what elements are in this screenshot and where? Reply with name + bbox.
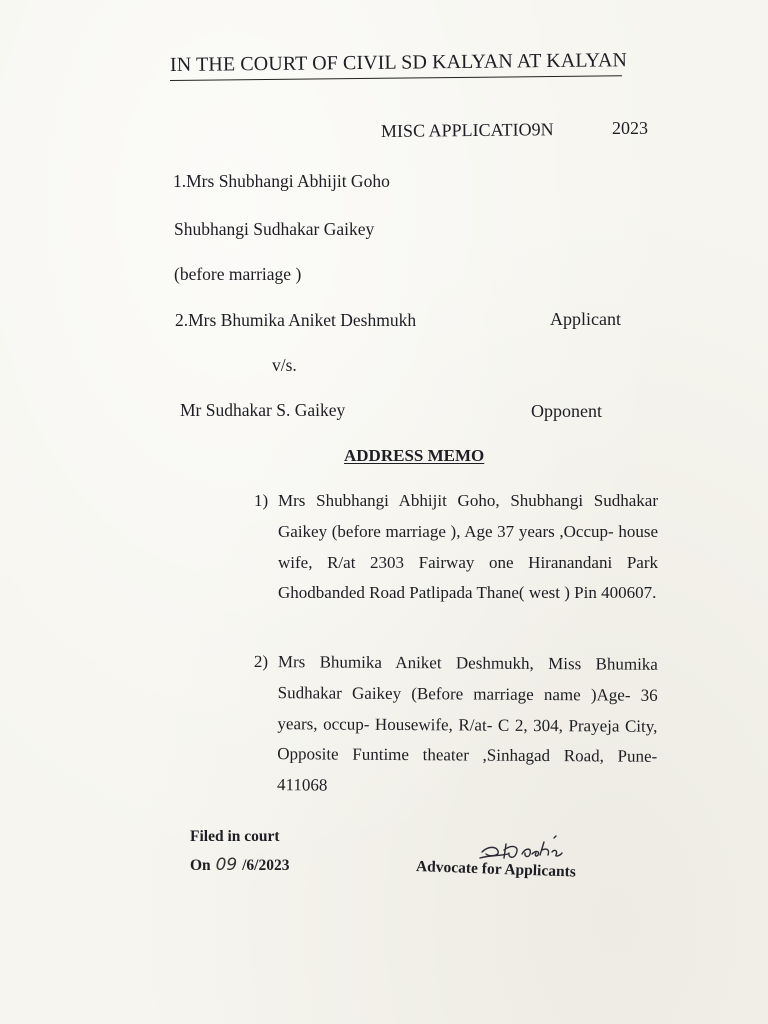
address-item-text: Mrs Shubhangi Abhijit Goho, Shubhangi Sudhakar Gaikey (before marriage ), Age 37 years ,Occup- house wife, R/at 2303 Fairway one Hiranandani Park Ghodbanded Road Patlipada Thane( west ) Pin 400607. <box>278 491 658 603</box>
filing-date-rest: /6/2023 <box>238 857 290 874</box>
filing-date-prefix: On <box>190 857 215 874</box>
filing-date-handwritten-day: 09 <box>215 855 238 875</box>
filing-date <box>190 855 289 875</box>
versus-label: v/s. <box>272 355 297 375</box>
court-title: IN THE COURT OF CIVIL SD KALYAN AT KALYAN <box>169 49 628 76</box>
applicant-1-maiden-name: Shubhangi Sudhakar Gaikey <box>174 219 375 239</box>
applicant-1-name: 1.Mrs Shubhangi Abhijit Goho <box>173 171 390 191</box>
misc-application-label: MISC APPLICATIO9N <box>380 119 554 141</box>
address-item-number: 2) <box>253 651 269 672</box>
applicant-role-label: Applicant <box>550 309 621 329</box>
applicant-2-name: 2.Mrs Bhumika Aniket Deshmukh <box>175 310 417 330</box>
opponent-role-label: Opponent <box>531 401 602 421</box>
address-item-text: Mrs Bhumika Aniket Deshmukh, Miss Bhumika Sudhakar Gaikey (Before marriage name )Age- 36 years, occup- Housewife, R/at- C 2, 304, Prayeja City, Opposite Funtime theater ,Sinhagad Road, Pune- 411068 <box>276 652 658 795</box>
applicant-1-maiden-note: (before marriage ) <box>174 264 302 284</box>
opponent-name: Mr Sudhakar S. Gaikey <box>180 400 346 420</box>
address-item <box>254 486 658 609</box>
advocate-label: Advocate for Applicants <box>415 858 577 881</box>
filed-in-court-label: Filed in court <box>190 828 280 845</box>
address-memo-heading: ADDRESS MEMO <box>344 446 485 465</box>
address-item <box>253 647 658 804</box>
address-item-number: 1) <box>254 491 269 510</box>
application-year: 2023 <box>612 118 648 138</box>
